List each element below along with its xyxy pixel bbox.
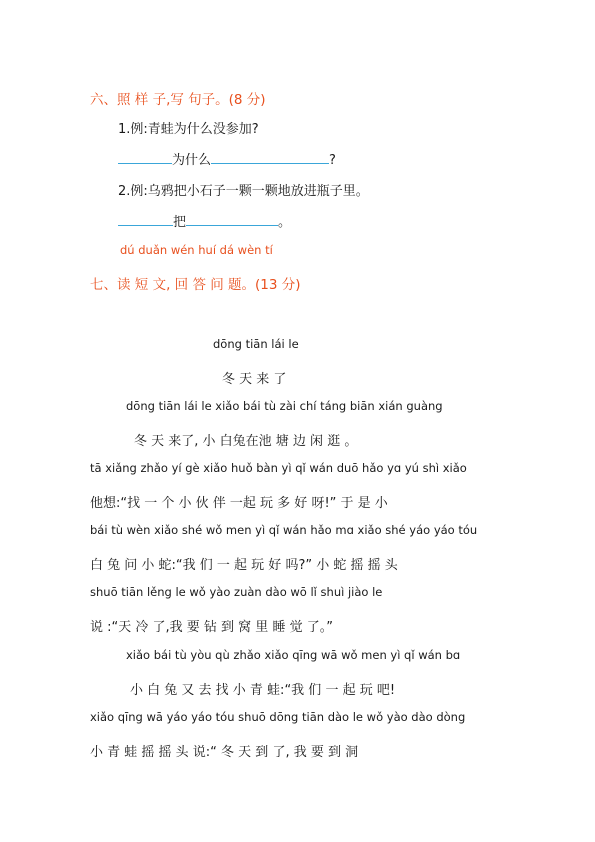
passage-pinyin: dōng tiān lái le	[213, 337, 299, 351]
template-text: 为什么	[172, 153, 212, 168]
passage-text: 小 白 兔 又 去 找 小 青 蛙:“我 们 一 起 玩 吧!	[130, 683, 396, 698]
answer-blank[interactable]	[118, 213, 173, 226]
passage-pinyin: xiǎo bái tù yòu qù zhǎo xiǎo qīng wā wǒ men yì qǐ wán bɑ	[126, 648, 461, 662]
section7-heading: 七、读 短 文, 回 答 问 题。(13 分)	[90, 277, 301, 293]
answer-blank[interactable]	[118, 151, 172, 164]
exercise1-template	[118, 149, 336, 168]
passage-pinyin: xiǎo qīng wā yáo yáo tóu shuō dōng tiān dào le wǒ yào dào dòng	[90, 710, 466, 724]
template-text: 。	[278, 215, 292, 230]
exercise1-example: 1.例:青蛙为什么没参加?	[118, 122, 259, 137]
passage-pinyin: dōng tiān lái le xiǎo bái tù zài chí táng biān xián guàng	[126, 399, 443, 413]
passage-text: 白 兔 问 小 蛇:“我 们 一 起 玩 好 吗?” 小 蛇 摇 摇 头	[90, 558, 398, 573]
exercise2-example: 2.例:乌鸦把小石子一颗一颗地放进瓶子里。	[118, 184, 369, 199]
section7-title-pinyin: dú duǎn wén huí dá wèn tí	[120, 243, 273, 257]
answer-blank[interactable]	[211, 151, 329, 164]
section6-heading: 六、照 样 子,写 句子。(8 分)	[90, 92, 266, 108]
template-text: ?	[329, 153, 336, 168]
passage-text: 小 青 蛙 摇 摇 头 说:“ 冬 天 到 了, 我 要 到 洞	[90, 745, 359, 760]
passage-title: 冬 天 来 了	[222, 372, 287, 387]
exercise2-template	[118, 211, 291, 230]
passage-pinyin: tā xiǎng zhǎo yí gè xiǎo huǒ bàn yì qǐ wán duō hǎo yɑ yú shì xiǎo	[90, 461, 467, 475]
passage-text: 冬 天 来了, 小 白兔在池 塘 边 闲 逛 。	[134, 434, 358, 449]
passage-pinyin: bái tù wèn xiǎo shé wǒ men yì qǐ wán hǎo mɑ xiǎo shé yáo yáo tóu	[90, 523, 478, 537]
answer-blank[interactable]	[186, 213, 278, 226]
template-text: 把	[173, 215, 187, 230]
passage-text: 他想:“找 一 个 小 伙 伴 一起 玩 多 好 呀!” 于 是 小	[90, 496, 388, 511]
passage-pinyin: shuō tiān lěng le wǒ yào zuàn dào wō lǐ shuì jiào le	[90, 585, 383, 599]
passage-text: 说 :“天 冷 了,我 要 钻 到 窝 里 睡 觉 了。”	[90, 620, 333, 635]
